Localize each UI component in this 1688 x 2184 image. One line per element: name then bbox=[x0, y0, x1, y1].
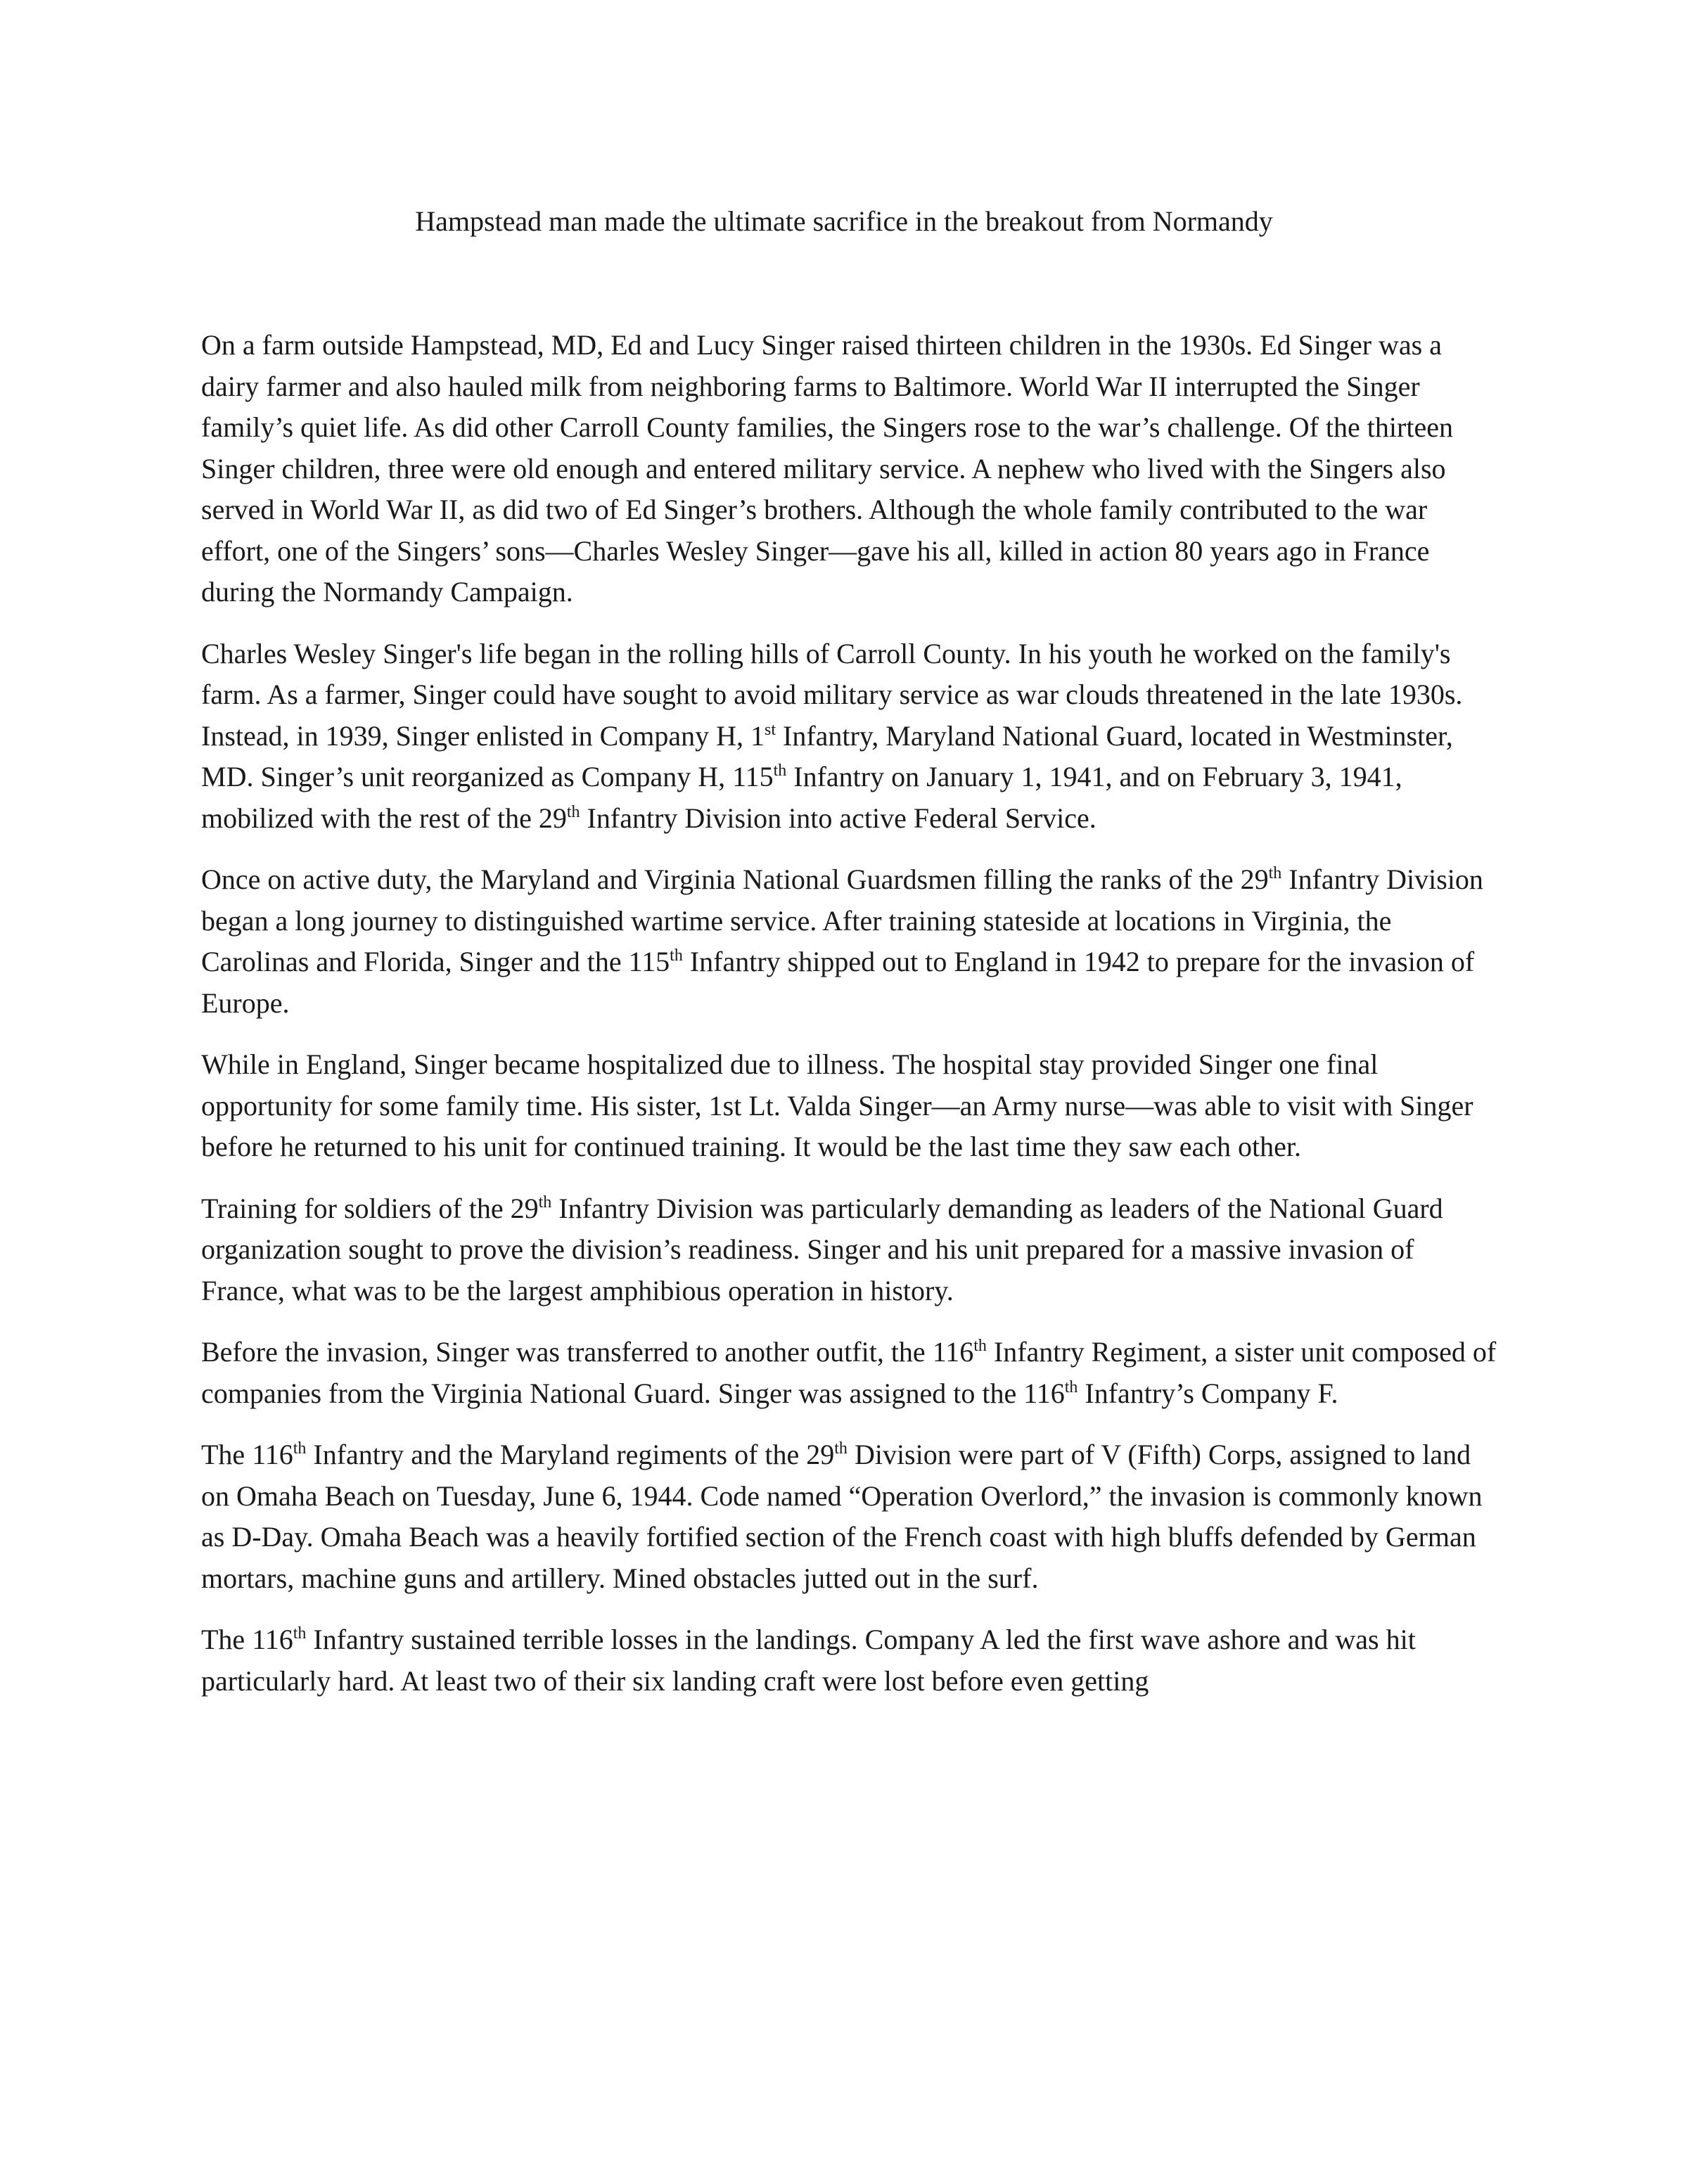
ordinal-suffix: th bbox=[293, 1624, 307, 1643]
body-paragraph bbox=[201, 325, 1502, 613]
paragraph-text-run: Infantry sustained terrible losses in the landings. Company A led the first wave ashore and was hit particularly hard. At least two of their six landing craft were lost before even getting bbox=[201, 1624, 1416, 1697]
body-paragraph bbox=[201, 1044, 1502, 1168]
body-paragraph bbox=[201, 634, 1502, 840]
paragraph-text-run: Charles Wesley Singer's life began in the rolling hills of Carroll County. In his youth he worked on the family's farm. As a farmer, Singer could have sought to avoid military service as war clouds threatened in the late 1930s. Instead, in 1939, Singer enlisted in Company H, 1 bbox=[201, 637, 1463, 752]
ordinal-suffix: th bbox=[1064, 1377, 1078, 1396]
paragraph-text-run: Infantry Division was particularly demanding as leaders of the National Guard organization sought to prove the division’s readiness. Singer and his unit prepared for a massive invasion of France, what was to be the largest amphibious operation in history. bbox=[201, 1192, 1443, 1306]
paragraph-text-run: Infantry Division began a long journey to distinguished wartime service. After training stateside at locations in Virginia, the Carolinas and Florida, Singer and the 115 bbox=[201, 863, 1483, 977]
paragraph-text-run: Infantry shipped out to England in 1942 to prepare for the invasion of Europe. bbox=[201, 946, 1475, 1019]
paragraph-text-run: Infantry and the Maryland regiments of the 29 bbox=[306, 1439, 835, 1470]
paragraph-text-run: Infantry’s Company F. bbox=[1078, 1377, 1338, 1409]
paragraph-text-run: Infantry Division into active Federal Service. bbox=[580, 802, 1096, 834]
paragraph-text-run: Infantry Regiment, a sister unit composed of companies from the Virginia National Guard. Singer was assigned to the 116 bbox=[201, 1336, 1497, 1409]
ordinal-suffix: th bbox=[670, 946, 683, 965]
ordinal-suffix: st bbox=[765, 720, 776, 739]
paragraph-text-run: The 116 bbox=[201, 1439, 293, 1470]
ordinal-suffix: th bbox=[1268, 864, 1282, 882]
ordinal-suffix: th bbox=[538, 1193, 552, 1212]
article-title: Hampstead man made the ultimate sacrifice in the breakout from Normandy bbox=[415, 205, 1273, 237]
body-paragraph bbox=[201, 1619, 1502, 1702]
paragraph-text-run: Training for soldiers of the 29 bbox=[201, 1192, 539, 1224]
paragraph-text-run: Infantry on January 1, 1941, and on February 3, 1941, mobilized with the rest of the 29 bbox=[201, 761, 1402, 834]
ordinal-suffix: th bbox=[973, 1337, 987, 1355]
paragraph-text-run: On a farm outside Hampstead, MD, Ed and Lucy Singer raised thirteen children in the 1930s. Ed Singer was a dairy farmer and also hauled milk from neighboring farms to Baltimore. World War II interrupted the Singer family’s quiet life. As did other Carroll County families, the Singers rose to the war’s challenge. Of the thirteen Singer children, three were old enough and entered military service. A nephew who lived with the Singers also served in World War II, as did two of Ed Singer’s brothers. Although the whole family contributed to the war effort, one of the Singers’ sons—Charles Wesley Singer—gave his all, killed in action 80 years ago in France during the Normandy Campaign. bbox=[201, 329, 1453, 608]
body-paragraph bbox=[201, 1188, 1502, 1312]
article-body bbox=[201, 325, 1502, 1722]
paragraph-text-run: The 116 bbox=[201, 1624, 293, 1655]
paragraph-text-run: Before the invasion, Singer was transferred to another outfit, the 116 bbox=[201, 1336, 974, 1368]
paragraph-text-run: Division were part of V (Fifth) Corps, assigned to land on Omaha Beach on Tuesday, June 6, 1944. Code named “Operation Overlord,” the invasion is commonly known as D-Day. Omaha Beach was a heavily fortified section of the French coast with high bluffs defended by German mortars, machine guns and artillery. Mined obstacles jutted out in the surf. bbox=[201, 1439, 1483, 1594]
body-paragraph bbox=[201, 859, 1502, 1024]
body-paragraph bbox=[201, 1434, 1502, 1599]
paragraph-text-run: Infantry, Maryland National Guard, located in Westminster, MD. Singer’s unit reorganized as Company H, 115 bbox=[201, 719, 1453, 792]
ordinal-suffix: th bbox=[834, 1439, 848, 1458]
paragraph-text-run: Once on active duty, the Maryland and Virginia National Guardsmen filling the ranks of the 29 bbox=[201, 863, 1269, 895]
ordinal-suffix: th bbox=[293, 1439, 307, 1458]
body-paragraph bbox=[201, 1332, 1502, 1414]
ordinal-suffix: th bbox=[773, 762, 787, 780]
paragraph-text-run: While in England, Singer became hospitalized due to illness. The hospital stay provided Singer one final opportunity for some family time. His sister, 1st Lt. Valda Singer—an Army nurse—was able to visit with Singer before he returned to his unit for continued training. It would be the last time they saw each other. bbox=[201, 1048, 1473, 1162]
ordinal-suffix: th bbox=[566, 802, 580, 821]
